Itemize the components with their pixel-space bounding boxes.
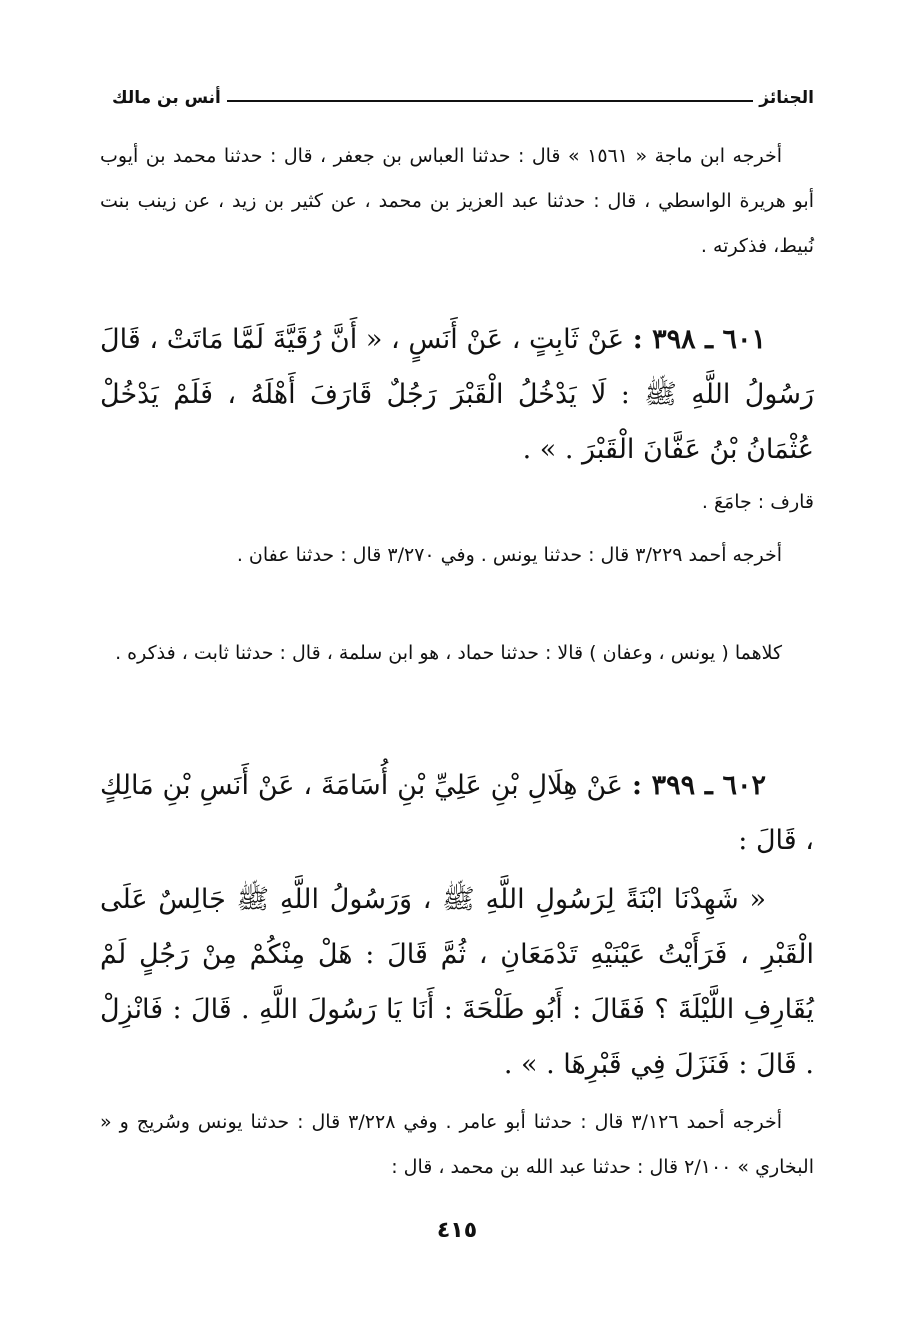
header-rule [227, 100, 753, 102]
hadith-602-number: ٦٠٢ ـ ٣٩٩ : [631, 770, 766, 801]
takhrij-paragraph-3 [100, 631, 814, 676]
hadith-601-number: ٦٠١ ـ ٣٩٨ : [632, 324, 766, 355]
takhrij-text-1: أخرجه ابن ماجة « ١٥٦١ » قال : حدثنا العباس بن جعفر ، قال : حدثنا محمد بن أيوب أبو هريرة الواسطي ، قال : حدثنا عبد العزيز بن محمد ، عن كثير بن زيد ، عن زينب بنت نُبيط، فذكرته . [100, 145, 814, 257]
takhrij-paragraph-4 [100, 1100, 814, 1190]
takhrij-paragraph-1 [100, 134, 814, 269]
header-chapter-title: الجنائز [759, 88, 814, 108]
running-header [112, 84, 814, 112]
gloss-note [100, 480, 814, 525]
hadith-602-text: « شَهِدْنَا ابْنَةً لِرَسُولِ اللَّهِ ﷺ ، وَرَسُولُ اللَّهِ ﷺ جَالِسٌ عَلَى الْقَبْرِ ، فَرَأَيْتُ عَيْنَيْهِ تَدْمَعَانِ ، ثُمَّ قَالَ : هَلْ مِنْكُمْ مِنْ رَجُلٍ لَمْ يُقَارِفِ اللَّيْلَةَ ؟ فَقَالَ : أَبُو طَلْحَةَ : أَنَا يَا رَسُولَ اللَّهِ . قَالَ : فَانْزِلْ . قَالَ : فَنَزَلَ فِي قَبْرِهَا . » . [100, 884, 814, 1080]
page-number: ٤١٥ [436, 1218, 478, 1243]
hadith-602-body [100, 872, 814, 1092]
hadith-602-intro-text: عَنْ هِلَالِ بْنِ عَلِيِّ بْنِ أُسَامَةَ ، عَنْ أَنَسِ بْنِ مَالِكٍ ، قَالَ : [100, 770, 814, 856]
hadith-601 [100, 312, 814, 477]
takhrij-text-2: أخرجه أحمد ٣/٢٢٩ قال : حدثنا يونس . وفي ٣/٢٧٠ قال : حدثنا عفان . [236, 544, 782, 566]
hadith-601-text: عَنْ ثَابِتٍ ، عَنْ أَنَسٍ ، « أَنَّ رُقَيَّةَ لَمَّا مَاتَتْ ، قَالَ رَسُولُ اللَّهِ ﷺ : لَا يَدْخُلُ الْقَبْرَ رَجُلٌ قَارَفَ أَهْلَهُ ، فَلَمْ يَدْخُلْ عُثْمَانُ بْنُ عَفَّانَ الْقَبْرَ . » . [100, 324, 814, 465]
takhrij-text-3: كلاهما ( يونس ، وعفان ) قالا : حدثنا حماد ، هو ابن سلمة ، قال : حدثنا ثابت ، فذكره . [115, 642, 782, 664]
gloss-text: قارف : جامَعَ . [701, 491, 814, 513]
takhrij-paragraph-2 [100, 533, 814, 578]
header-section-title: أنس بن مالك [112, 88, 221, 108]
takhrij-text-4: أخرجه أحمد ٣/١٢٦ قال : حدثنا أبو عامر . وفي ٣/٢٢٨ قال : حدثنا يونس وسُريج و « البخاري » ٢/١٠٠ قال : حدثنا عبد الله بن محمد ، قال : [100, 1111, 814, 1178]
hadith-602-intro [100, 758, 814, 868]
